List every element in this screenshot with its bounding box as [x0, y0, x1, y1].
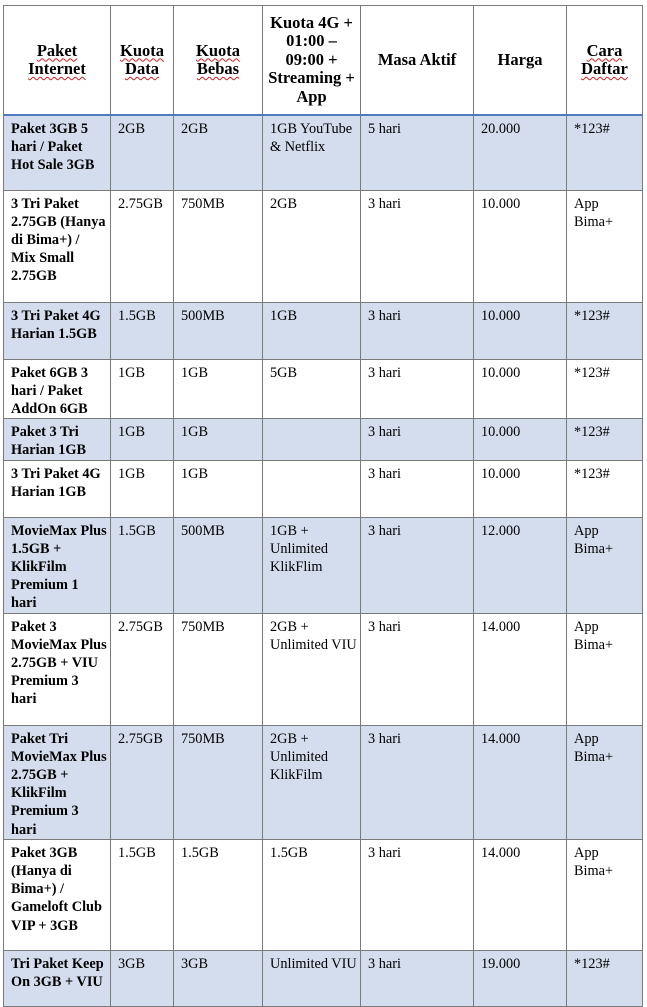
- cell-paket: Tri Paket Keep On 3GB + VIU: [4, 950, 111, 1006]
- header-kuota-bebas: Kuota Bebas: [174, 6, 263, 116]
- table-row: [4, 839, 643, 950]
- cell-paket: MovieMax Plus 1.5GB + KlikFilm Premium 1 hari: [4, 517, 111, 613]
- header-cara-daftar: Cara Daftar: [567, 6, 643, 116]
- cell-kuota-4g: 5GB: [263, 359, 361, 419]
- header-paket-internet: Paket Internet: [4, 6, 111, 116]
- cell-cara-daftar: App Bima+: [567, 839, 643, 950]
- cell-kuota-data: 2.75GB: [111, 190, 174, 302]
- cell-masa-aktif: 5 hari: [361, 115, 474, 190]
- cell-kuota-4g: 2GB + Unlimited KlikFilm: [263, 725, 361, 839]
- cell-cara-daftar: App Bima+: [567, 613, 643, 725]
- header-masa-aktif: Masa Aktif: [361, 6, 474, 116]
- cell-paket: Paket 6GB 3 hari / Paket AddOn 6GB: [4, 359, 111, 419]
- cell-kuota-bebas: 750MB: [174, 613, 263, 725]
- cell-kuota-data: 1.5GB: [111, 839, 174, 950]
- cell-masa-aktif: 3 hari: [361, 517, 474, 613]
- package-table: [3, 5, 643, 1007]
- cell-paket: Paket 3 MovieMax Plus 2.75GB + VIU Premium 3 hari: [4, 613, 111, 725]
- cell-harga: 10.000: [474, 419, 567, 460]
- cell-kuota-4g: 2GB: [263, 190, 361, 302]
- header-harga: Harga: [474, 6, 567, 116]
- cell-kuota-bebas: 750MB: [174, 725, 263, 839]
- cell-paket: Paket 3GB (Hanya di Bima+) / Gameloft Club VIP + 3GB: [4, 839, 111, 950]
- cell-kuota-bebas: 500MB: [174, 302, 263, 359]
- cell-harga: 10.000: [474, 460, 567, 517]
- cell-kuota-data: 1GB: [111, 359, 174, 419]
- table-row: [4, 725, 643, 839]
- table-row: [4, 517, 643, 613]
- cell-masa-aktif: 3 hari: [361, 460, 474, 517]
- cell-cara-daftar: App Bima+: [567, 190, 643, 302]
- cell-masa-aktif: 3 hari: [361, 302, 474, 359]
- cell-harga: 19.000: [474, 950, 567, 1006]
- table-row: [4, 950, 643, 1006]
- cell-cara-daftar: *123#: [567, 115, 643, 190]
- cell-kuota-data: 2GB: [111, 115, 174, 190]
- cell-kuota-4g: 2GB + Unlimited VIU: [263, 613, 361, 725]
- cell-kuota-4g: 1GB YouTube & Netflix: [263, 115, 361, 190]
- cell-masa-aktif: 3 hari: [361, 359, 474, 419]
- cell-cara-daftar: *123#: [567, 302, 643, 359]
- cell-kuota-4g: Unlimited VIU: [263, 950, 361, 1006]
- cell-masa-aktif: 3 hari: [361, 839, 474, 950]
- cell-cara-daftar: App Bima+: [567, 725, 643, 839]
- cell-masa-aktif: 3 hari: [361, 419, 474, 460]
- cell-paket: 3 Tri Paket 4G Harian 1GB: [4, 460, 111, 517]
- cell-harga: 14.000: [474, 613, 567, 725]
- cell-paket: Paket 3 Tri Harian 1GB: [4, 419, 111, 460]
- cell-kuota-bebas: 1GB: [174, 460, 263, 517]
- cell-kuota-bebas: 3GB: [174, 950, 263, 1006]
- table-row: [4, 419, 643, 460]
- cell-paket: Paket Tri MovieMax Plus 2.75GB + KlikFilm Premium 3 hari: [4, 725, 111, 839]
- table-row: [4, 190, 643, 302]
- cell-cara-daftar: *123#: [567, 460, 643, 517]
- cell-kuota-4g: 1GB: [263, 302, 361, 359]
- table-row: [4, 460, 643, 517]
- cell-harga: 20.000: [474, 115, 567, 190]
- cell-kuota-bebas: 750MB: [174, 190, 263, 302]
- cell-cara-daftar: *123#: [567, 419, 643, 460]
- cell-kuota-data: 2.75GB: [111, 613, 174, 725]
- table-row: [4, 359, 643, 419]
- cell-kuota-bebas: 1.5GB: [174, 839, 263, 950]
- cell-kuota-4g: [263, 460, 361, 517]
- cell-masa-aktif: 3 hari: [361, 725, 474, 839]
- cell-paket: Paket 3GB 5 hari / Paket Hot Sale 3GB: [4, 115, 111, 190]
- cell-kuota-bebas: 1GB: [174, 419, 263, 460]
- cell-kuota-bebas: 2GB: [174, 115, 263, 190]
- cell-harga: 10.000: [474, 190, 567, 302]
- cell-harga: 14.000: [474, 839, 567, 950]
- cell-kuota-bebas: 500MB: [174, 517, 263, 613]
- cell-harga: 14.000: [474, 725, 567, 839]
- cell-harga: 10.000: [474, 359, 567, 419]
- cell-kuota-data: 1GB: [111, 460, 174, 517]
- cell-harga: 12.000: [474, 517, 567, 613]
- cell-kuota-4g: 1.5GB: [263, 839, 361, 950]
- cell-kuota-data: 1.5GB: [111, 302, 174, 359]
- cell-kuota-data: 1GB: [111, 419, 174, 460]
- table-row: [4, 115, 643, 190]
- table-row: [4, 302, 643, 359]
- cell-harga: 10.000: [474, 302, 567, 359]
- cell-cara-daftar: *123#: [567, 950, 643, 1006]
- cell-paket: 3 Tri Paket 2.75GB (Hanya di Bima+) / Mix Small 2.75GB: [4, 190, 111, 302]
- cell-masa-aktif: 3 hari: [361, 950, 474, 1006]
- table-row: [4, 613, 643, 725]
- header-kuota-data: Kuota Data: [111, 6, 174, 116]
- cell-kuota-data: 1.5GB: [111, 517, 174, 613]
- cell-cara-daftar: App Bima+: [567, 517, 643, 613]
- cell-kuota-bebas: 1GB: [174, 359, 263, 419]
- cell-cara-daftar: *123#: [567, 359, 643, 419]
- cell-masa-aktif: 3 hari: [361, 190, 474, 302]
- cell-masa-aktif: 3 hari: [361, 613, 474, 725]
- header-row: [4, 6, 643, 116]
- cell-kuota-data: 2.75GB: [111, 725, 174, 839]
- cell-kuota-4g: 1GB + Unlimited KlikFlim: [263, 517, 361, 613]
- cell-kuota-data: 3GB: [111, 950, 174, 1006]
- cell-kuota-4g: [263, 419, 361, 460]
- header-kuota-4g: Kuota 4G + 01:00 – 09:00 + Streaming + App: [263, 6, 361, 116]
- cell-paket: 3 Tri Paket 4G Harian 1.5GB: [4, 302, 111, 359]
